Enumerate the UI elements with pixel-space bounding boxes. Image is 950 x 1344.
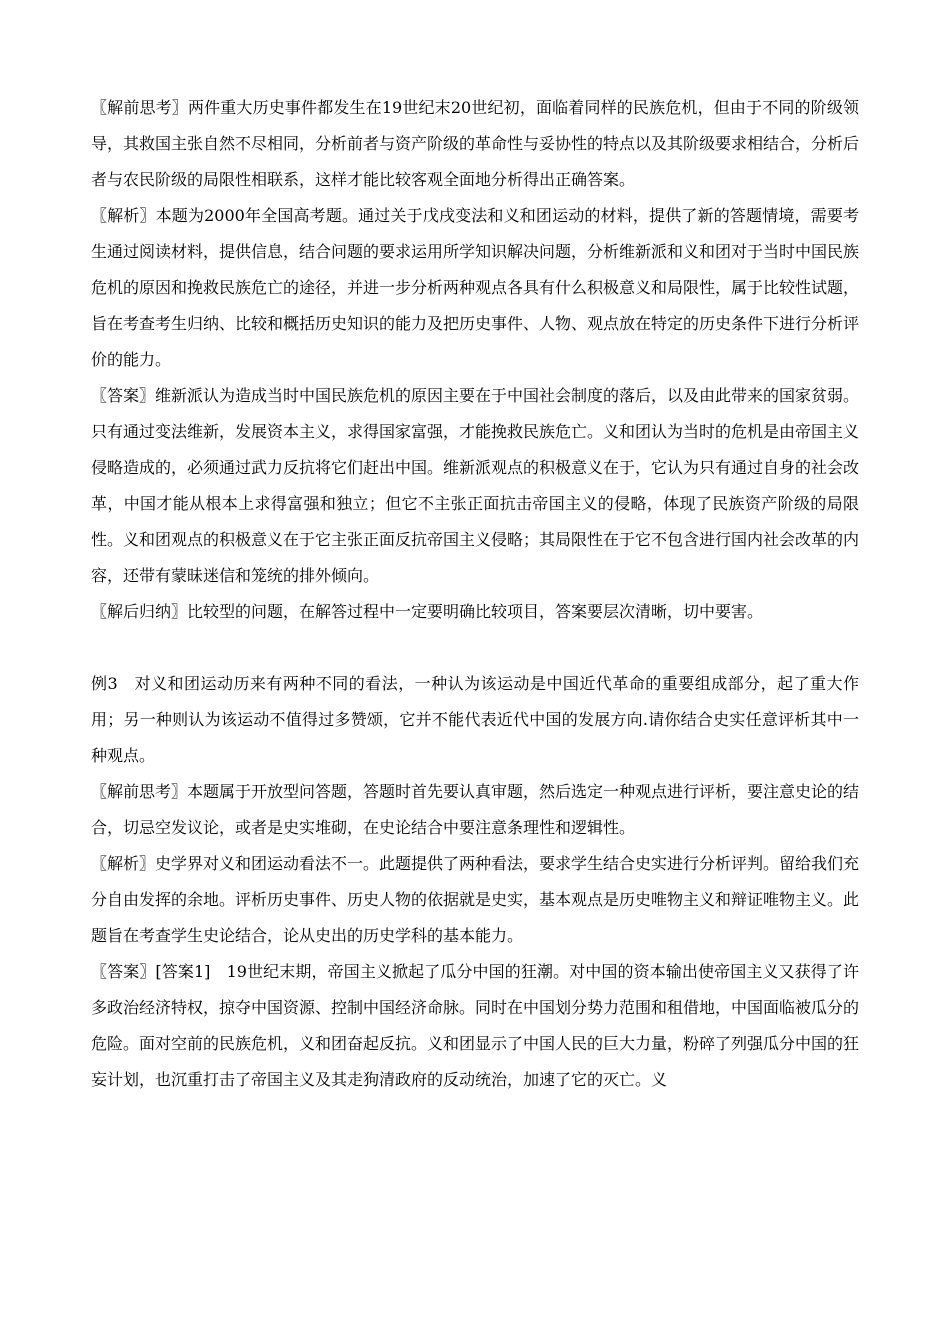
paragraph-pre-analysis-2: 〖解前思考〗本题属于开放型问答题，答题时首先要认真审题，然后选定一种观点进行评析，要注意史论的结合，切忌空发议论，或者是史实堆砌，在史论结合中要注意条理性和逻辑性。 <box>91 782 860 837</box>
paragraph-analysis-2: 〖解析〗史学界对义和团运动看法不一。此题提供了两种看法，要求学生结合史实进行分析评判。留给我们充分自由发挥的余地。评析历史事件、历史人物的依据就是史实，基本观点是历史唯物主义和辩证唯物主义。此题旨在考查学生史论结合，论从史出的历史学科的基本能力。 <box>91 854 860 945</box>
document-body <box>91 90 859 1098</box>
paragraph-answer-1: 〖答案〗维新派认为造成当时中国民族危机的原因主要在于中国社会制度的落后，以及由此带来的国家贫弱。只有通过变法维新，发展资本主义，求得国家富强，才能挽救民族危亡。义和团认为当时的危机是由帝国主义侵略造成的，必须通过武力反抗将它们赶出中国。维新派观点的积极意义在于，它认为只有通过自身的社会改革，中国才能从根本上求得富强和独立；但它不主张正面抗击帝国主义的侵略，体现了民族资产阶级的局限性。义和团观点的积极意义在于它主张正面反抗帝国主义侵略；其局限性在于它不包含进行国内社会改革的内容，还带有蒙昧迷信和笼统的排外倾向。 <box>91 386 860 585</box>
paragraph-summary-1: 〖解后归纳〗比较型的问题，在解答过程中一定要明确比较项目，答案要层次清晰，切中要害。 <box>91 602 764 621</box>
paragraph-example-3: 例3 对义和团运动历来有两种不同的看法，一种认为该运动是中国近代革命的重要组成部分，起了重大作用；另一种则认为该运动不值得过多赞颂，它并不能代表近代中国的发展方向.请你结合史实任意评析其中一种观点。 <box>91 674 859 765</box>
paragraph-analysis-1: 〖解析〗本题为2000年全国高考题。通过关于戊戌变法和义和团运动的材料，提供了新的答题情境，需要考生通过阅读材料，提供信息，结合问题的要求运用所学知识解决问题，分析维新派和义和团对于当时中国民族危机的原因和挽救民族危亡的途径，并进一步分析两种观点各具有什么积极意义和局限性，属于比较性试题，旨在考查考生归纳、比较和概括历史知识的能力及把历史事件、人物、观点放在特定的历史条件下进行分析评价的能力。 <box>91 206 860 369</box>
paragraph-answer-2: 〖答案〗[答案1] 19世纪末期，帝国主义掀起了瓜分中国的狂潮。对中国的资本输出使帝国主义又获得了许多政治经济特权，掠夺中国资源、控制中国经济命脉。同时在中国划分势力范围和租借地，中国面临被瓜分的危险。面对空前的民族危机，义和团奋起反抗。义和团显示了中国人民的巨大力量，粉碎了列强瓜分中国的狂妄计划，也沉重打击了帝国主义及其走狗清政府的反动统治，加速了它的灭亡。义 <box>91 962 860 1089</box>
paragraph-pre-analysis-1: 〖解前思考〗两件重大历史事件都发生在19世纪末20世纪初，面临着同样的民族危机，但由于不同的阶级领导，其救国主张自然不尽相同，分析前者与资产阶级的革命性与妥协性的特点以及其阶级要求相结合，分析后者与农民阶级的局限性相联系，这样才能比较客观全面地分析得出正确答案。 <box>91 98 860 189</box>
paragraph-spacer <box>91 630 859 666</box>
